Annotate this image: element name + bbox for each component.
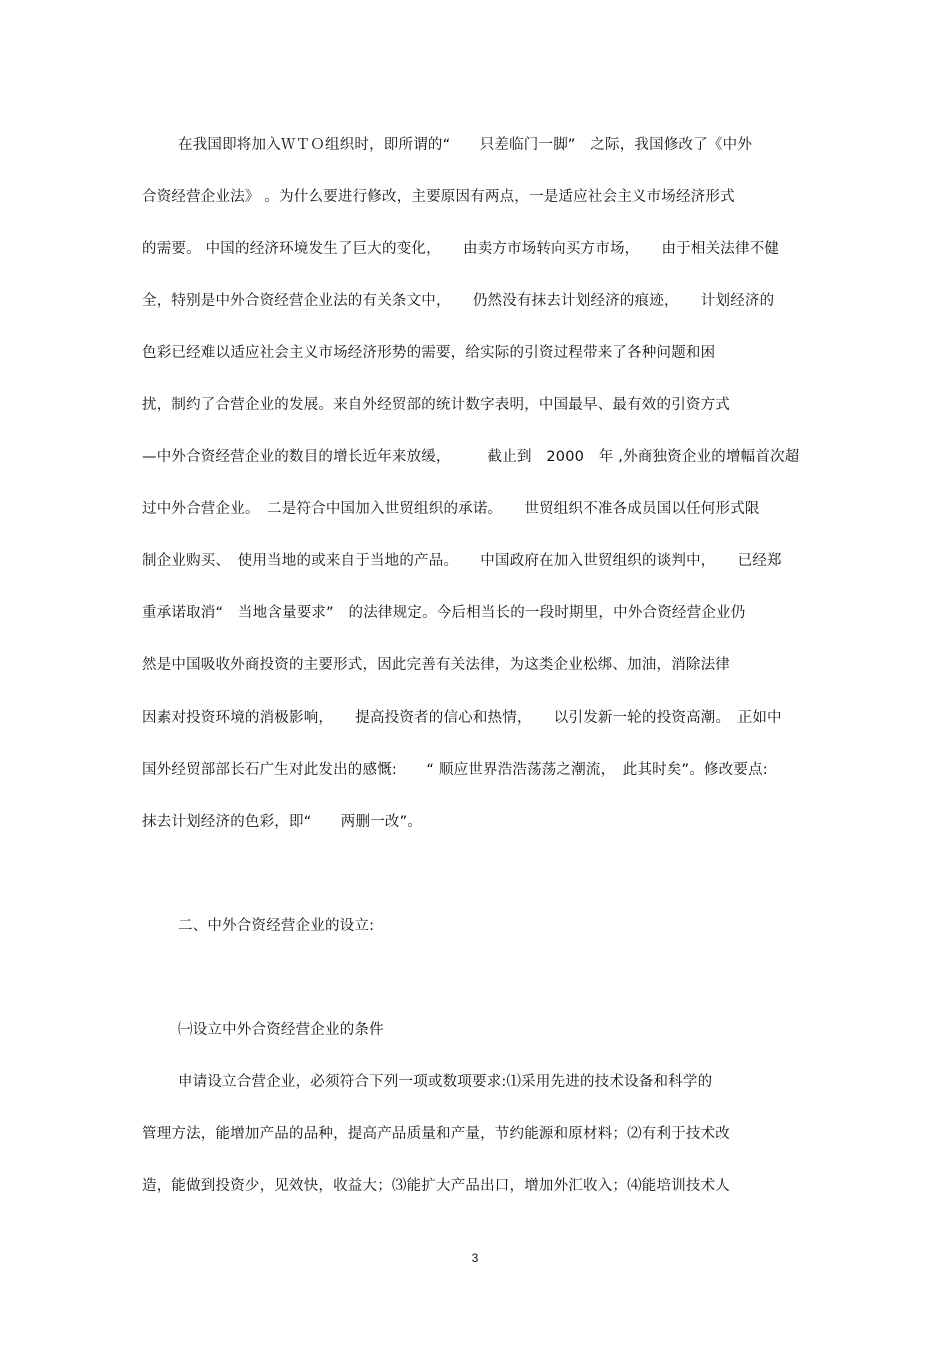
paragraph-line: 扰，制约了合营企业的发展。来自外经贸部的统计数字表明，中国最早、最有效的引资方式 xyxy=(142,397,730,413)
paragraph-line: 的需要。 中国的经济环境发生了巨大的变化， 由卖方市场转向买方市场， 由于相关法律不健 xyxy=(142,241,780,257)
paragraph-line: 造，能做到投资少，见效快，收益大；⑶能扩大产品出口，增加外汇收入；⑷能培训技术人 xyxy=(142,1178,730,1194)
paragraph-line: 制企业购买、 使用当地的或来自于当地的产品。 中国政府在加入世贸组织的谈判中， 已经郑 xyxy=(142,553,782,569)
paragraph-line: 全，特别是中外合资经营企业法的有关条文中， 仍然没有抹去计划经济的痕迹， 计划经济的 xyxy=(142,293,775,309)
paragraph-line: 重承诺取消“ 当地含量要求” 的法律规定。今后相当长的一段时期里，中外合资经营企业仍 xyxy=(142,605,746,621)
paragraph-line: 管理方法，能增加产品的品种，提高产品质量和产量，节约能源和原材料；⑵有利于技术改 xyxy=(142,1126,730,1142)
paragraph-line: 过中外合营企业。 二是符合中国加入世贸组织的承诺。 世贸组织不准各成员国以任何形式限 xyxy=(142,501,760,517)
paragraph-line: 申请设立合营企业，必须符合下列一项或数项要求:⑴采用先进的技术设备和科学的 xyxy=(178,1074,713,1090)
paragraph-line: 合资经营企业法》 。为什么要进行修改，主要原因有两点，一是适应社会主义市场经济形式 xyxy=(142,189,735,205)
paragraph-line: 国外经贸部部长石广生对此发出的感慨: “ 顺应世界浩浩荡荡之潮流， 此其时矣”。修改要点: xyxy=(142,762,768,778)
paragraph-line: 抹去计划经济的色彩，即“ 两删一改”。 xyxy=(142,814,423,830)
paragraph-line: —中外合资经营企业的数目的增长近年来放缓， 截止到 2000 年 ,外商独资企业的增幅首次超 xyxy=(142,449,800,465)
paragraph-line: 因素对投资环境的消极影响， 提高投资者的信心和热情， 以引发新一轮的投资高潮。 正如中 xyxy=(142,710,782,726)
paragraph-line: 然是中国吸收外商投资的主要形式，因此完善有关法律，为这类企业松绑、加油，消除法律 xyxy=(142,657,730,673)
page-number: 3 xyxy=(471,1251,479,1265)
subsection-heading: ㈠设立中外合资经营企业的条件 xyxy=(178,1022,384,1038)
section-heading: 二、中外合资经营企业的设立: xyxy=(178,918,375,934)
paragraph-line: 色彩已经难以适应社会主义市场经济形势的需要，给实际的引资过程带来了各种问题和困 xyxy=(142,345,716,361)
paragraph-line: 在我国即将加入ＷＴＯ组织时，即所谓的“ 只差临门一脚” 之际，我国修改了《中外 xyxy=(178,137,753,153)
